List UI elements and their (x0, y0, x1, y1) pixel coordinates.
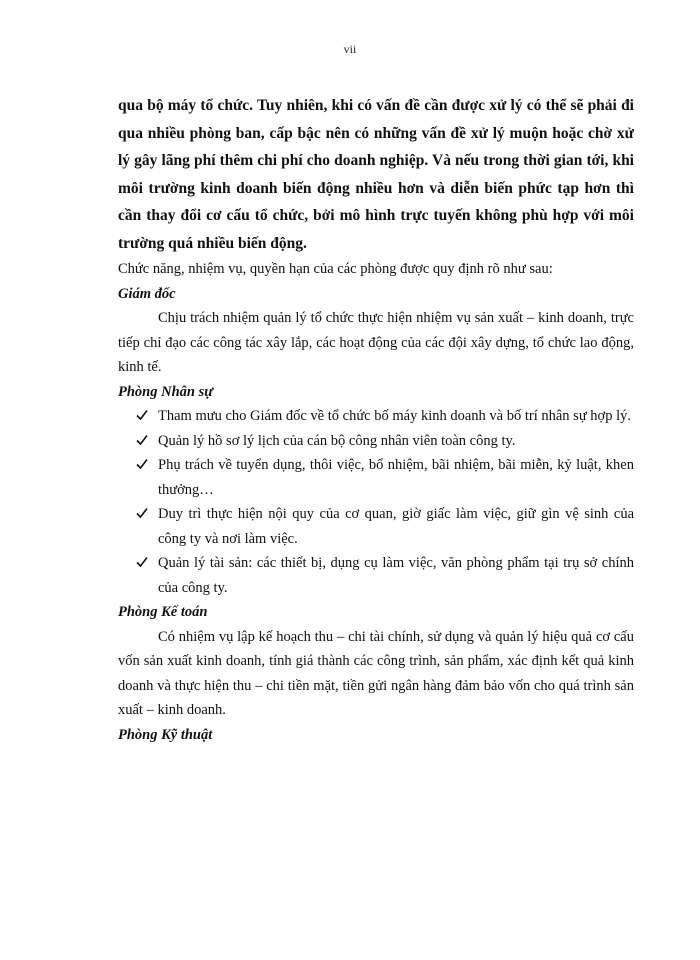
accounting-description: Có nhiệm vụ lập kế hoạch thu – chi tài chính, sử dụng và quản lý hiệu quả cơ cấu vốn sản xuất kinh doanh, tính giá thành các công trình, sản phẩm, xác định kết quả kinh doanh và thực hiện thu – chi tiền mặt, tiền gửi ngân hàng đảm bảo vốn cho quá trình sản xuất – kinh doanh. (118, 628, 634, 718)
list-item-text: Duy trì thực hiện nội quy của cơ quan, giờ giấc làm việc, giữ gìn vệ sinh của công ty và nơi làm việc. (158, 506, 634, 547)
list-item (118, 404, 634, 429)
heading-technical: Phòng Kỹ thuật (118, 726, 213, 743)
intro-paragraph: qua bộ máy tổ chức. Tuy nhiên, khi có vấn đề cần được xử lý có thể sẽ phải đi qua nhiều phòng ban, cấp bậc nên có những vấn đề xử lý muộn hoặc chờ xử lý gây lãng phí thêm chi phí cho doanh nghiệp. Và nếu trong thời gian tới, khi môi trường kinh doanh biến động nhiều hơn và diễn biến phức tạp hơn thì cần thay đổi cơ cấu tổ chức, bởi mô hình trực tuyến không phù hợp với môi trường quá nhiều biến động. (118, 97, 634, 252)
lead-sentence: Chức năng, nhiệm vụ, quyền hạn của các phòng được quy định rõ như sau: (118, 261, 553, 277)
checkmark-icon (136, 434, 148, 446)
checkmark-icon (136, 556, 148, 568)
list-item-text: Tham mưu cho Giám đốc về tổ chức bố máy kinh doanh và bố trí nhân sự hợp lý. (158, 408, 631, 424)
list-item (118, 502, 634, 551)
checkmark-icon (136, 409, 148, 421)
heading-director: Giám đốc (118, 285, 176, 302)
director-description: Chịu trách nhiệm quản lý tổ chức thực hiện nhiệm vụ sản xuất – kinh doanh, trực tiếp chỉ đạo các công tác xây lắp, các hoạt động của các đội xây dựng, tổ chức lao động, kinh tế. (118, 310, 634, 375)
page-number: vii (343, 42, 357, 56)
list-item-text: Phụ trách về tuyển dụng, thôi việc, bổ nhiệm, bãi nhiệm, bãi miễn, kỷ luật, khen thưởng… (158, 457, 634, 498)
checkmark-icon (136, 507, 148, 519)
heading-accounting: Phòng Kế toán (118, 604, 208, 620)
list-item-text: Quản lý hồ sơ lý lịch của cán bộ công nhân viên toàn công ty. (158, 432, 516, 449)
page-content (118, 92, 634, 747)
checkmark-icon (136, 458, 148, 470)
list-item (118, 551, 634, 600)
list-item (118, 453, 634, 502)
hr-duties-list (118, 404, 634, 600)
list-item (118, 429, 634, 454)
list-item-text: Quản lý tài sản: các thiết bị, dụng cụ làm việc, văn phòng phẩm tại trụ sở chính của công ty. (158, 555, 634, 596)
heading-hr: Phòng Nhân sự (118, 383, 213, 400)
